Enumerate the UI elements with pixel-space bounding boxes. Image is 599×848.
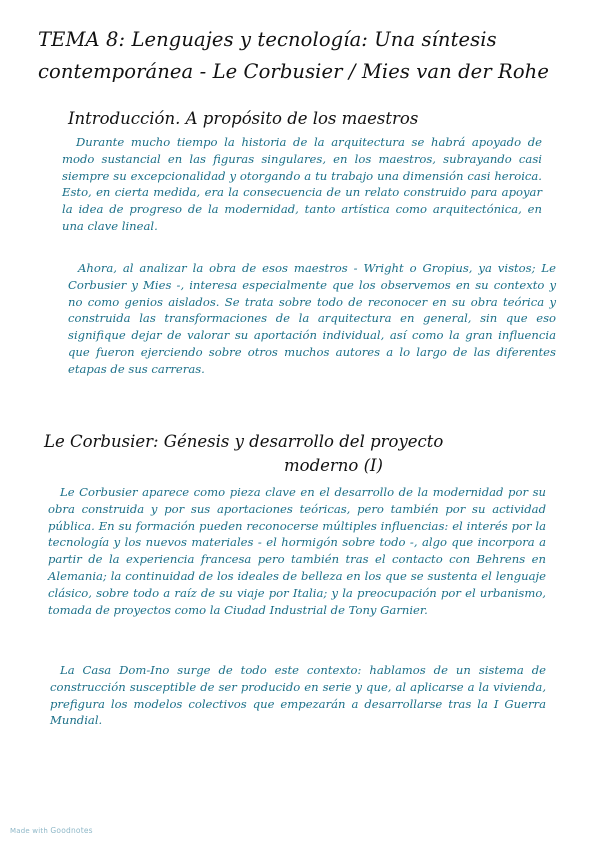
section-heading-line-1: Le Corbusier: Génesis y desarrollo del proyecto <box>44 432 444 451</box>
paragraph-introduccion-2: Ahora, al analizar la obra de esos maestros - Wright o Gropius, ya vistos; Le Corbusier y Mies -, interesa especialmente que los observemos en su contexto y no como genios aislados. Se trata sobre todo de reconocer en su obra teórica y construida las transformaciones de la arquitectura en general, sin que eso signifique dejar de valorar su aportación individual, así como la gran influencia que fueron ejerciendo sobre otros muchos autores a lo largo de las diferentes etapas de sus carreras. <box>68 261 556 376</box>
paragraph-le-corbusier-1: Le Corbusier aparece como pieza clave en el desarrollo de la modernidad por su obra construida y por sus aportaciones teóricas, pero también por su actividad pública. En su formación pueden reconocerse múltiples influencias: el interés por la tecnología y los nuevos materiales - el hormigón sobre todo -, algo que incorpora a partir de la experiencia francesa pero también tras el contacto con Behrens en Alemania; la continuidad de los ideales de belleza en los que se sustenta el lenguaje clásico, sobre todo a raíz de su viaje por Italia; y la preocupación por el urbanismo, tomada de proyectos como la Ciudad Industrial de Tony Garnier. <box>48 485 546 617</box>
page-title: TEMA 8: Lenguajes y tecnología: Una síntesis contemporánea - Le Corbusier / Mies van der Rohe <box>38 28 549 83</box>
goodnotes-badge <box>10 826 93 835</box>
paragraph-le-corbusier-2: La Casa Dom-Ino surge de todo este contexto: hablamos de un sistema de construcción susceptible de ser producido en serie y que, al aplicarse a la vivienda, prefigura los modelos colectivos que empezarán a desarrollarse tras la I Guerra Mundial. <box>50 663 546 728</box>
badge-brand: Goodnotes <box>50 826 93 835</box>
section-heading-le-corbusier <box>44 430 564 478</box>
section-heading-line-2: moderno (I) <box>284 456 383 475</box>
badge-made-with: Made with <box>10 827 48 835</box>
section-heading-introduccion: Introducción. A propósito de los maestros <box>68 109 419 128</box>
paragraph-introduccion-1: Durante mucho tiempo la historia de la arquitectura se habrá apoyado de modo sustancial en las figuras singulares, en los maestros, subrayando casi siempre su excepcionalidad y otorgando a tu trabajo una dimensión casi heroica. Esto, en cierta medida, era la consecuencia de un relato construido para apoyar la idea de progreso de la modernidad, tanto artística como arquitectónica, en una clave lineal. <box>62 135 542 233</box>
